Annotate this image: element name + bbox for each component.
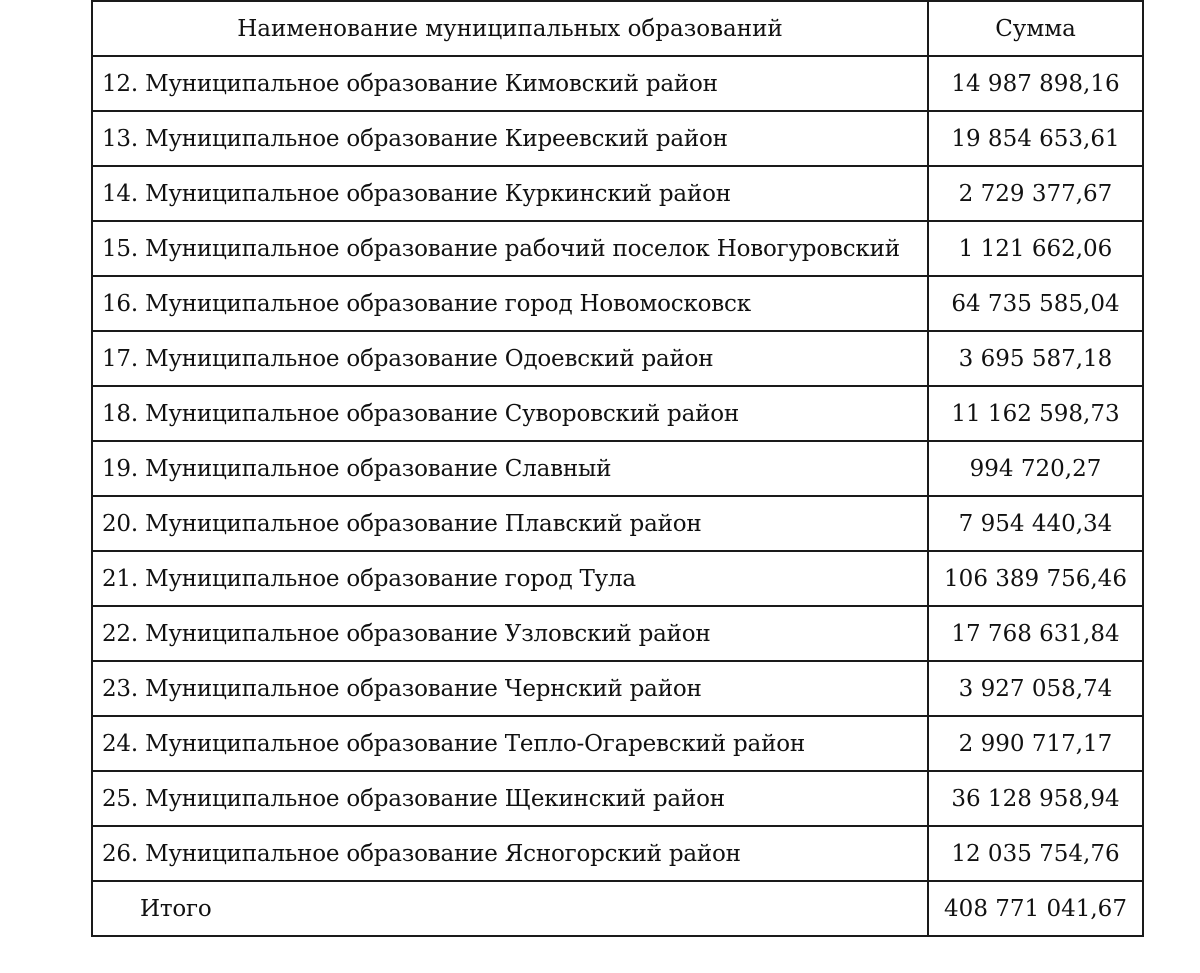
table-row [92,331,1143,386]
row-name: 25. Муниципальное образование Щекинский район [92,771,928,826]
table-row [92,221,1143,276]
row-name: 19. Муниципальное образование Славный [92,441,928,496]
row-sum: 2 990 717,17 [928,716,1143,771]
municipal-sums-table [91,0,1144,937]
table-row [92,496,1143,551]
row-sum: 7 954 440,34 [928,496,1143,551]
row-name: 18. Муниципальное образование Суворовский район [92,386,928,441]
table-row [92,166,1143,221]
table-row [92,441,1143,496]
table-header-row [92,1,1143,56]
row-sum: 12 035 754,76 [928,826,1143,881]
table-row [92,56,1143,111]
row-name: 21. Муниципальное образование город Тула [92,551,928,606]
row-name: 22. Муниципальное образование Узловский район [92,606,928,661]
row-name: 24. Муниципальное образование Тепло-Огаревский район [92,716,928,771]
row-sum: 3 927 058,74 [928,661,1143,716]
table-row [92,826,1143,881]
row-sum: 14 987 898,16 [928,56,1143,111]
row-name: 14. Муниципальное образование Куркинский район [92,166,928,221]
row-sum: 17 768 631,84 [928,606,1143,661]
table-row [92,111,1143,166]
row-sum: 1 121 662,06 [928,221,1143,276]
row-sum: 64 735 585,04 [928,276,1143,331]
total-sum: 408 771 041,67 [928,881,1143,936]
row-name: 26. Муниципальное образование Ясногорский район [92,826,928,881]
row-name: 15. Муниципальное образование рабочий поселок Новогуровский [92,221,928,276]
row-name: 23. Муниципальное образование Чернский район [92,661,928,716]
row-sum: 19 854 653,61 [928,111,1143,166]
table-row [92,771,1143,826]
row-sum: 3 695 587,18 [928,331,1143,386]
total-row [92,881,1143,936]
total-label: Итого [92,881,928,936]
header-name: Наименование муниципальных образований [92,1,928,56]
row-name: 12. Муниципальное образование Кимовский район [92,56,928,111]
row-name: 17. Муниципальное образование Одоевский район [92,331,928,386]
row-sum: 106 389 756,46 [928,551,1143,606]
row-name: 13. Муниципальное образование Киреевский район [92,111,928,166]
table-row [92,386,1143,441]
header-sum: Сумма [928,1,1143,56]
row-name: 16. Муниципальное образование город Новомосковск [92,276,928,331]
row-sum: 11 162 598,73 [928,386,1143,441]
table-row [92,716,1143,771]
table-row [92,661,1143,716]
table-row [92,551,1143,606]
table-row [92,276,1143,331]
row-sum: 994 720,27 [928,441,1143,496]
row-sum: 36 128 958,94 [928,771,1143,826]
table-row [92,606,1143,661]
row-name: 20. Муниципальное образование Плавский район [92,496,928,551]
row-sum: 2 729 377,67 [928,166,1143,221]
